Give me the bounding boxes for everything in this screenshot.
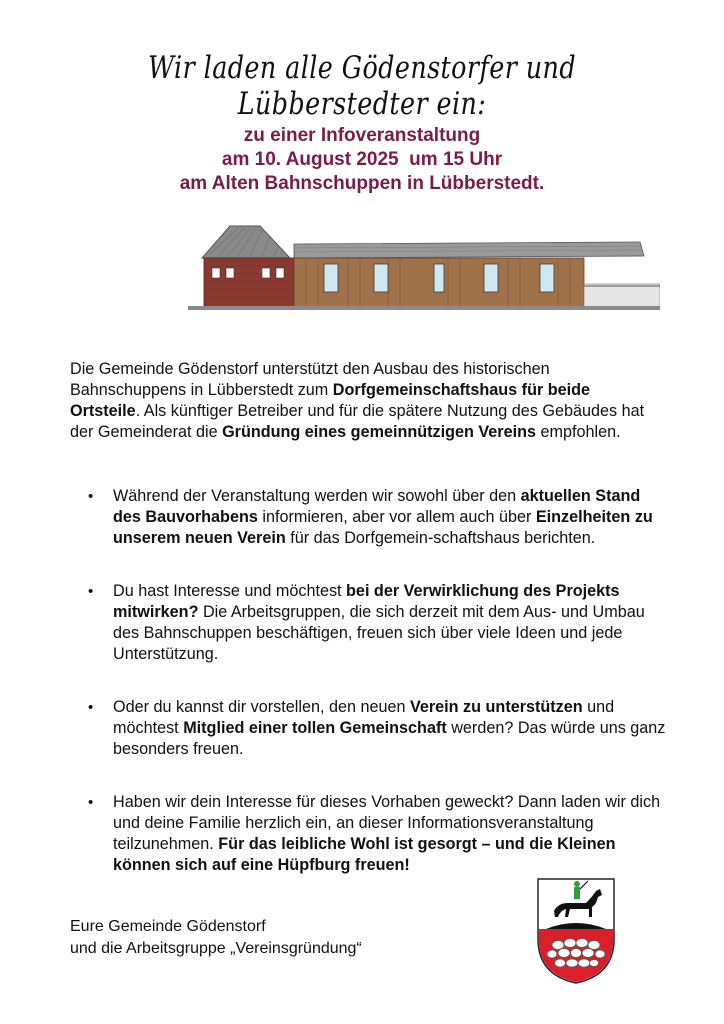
bullet-list	[86, 486, 666, 876]
list-item: • Haben wir dein Interesse für dieses Vorhaben geweckt? Dann laden wir dich und deine Familie herzlich ein, an dieser Informationsveranstaltung teilzunehmen. Für das leibliche Wohl ist gesorgt – und die Kleinen können sich auf eine Hüpfburg freuen!	[86, 792, 666, 876]
list-item: • Du hast Interesse und möchtest bei der Verwirklichung des Projekts mitwirken? Die Arbeitsgruppen, die sich derzeit mit dem Aus- und Umbau des Bahnschuppen beschäftigen, freuen sich über viele Ideen und jede Unterstützung.	[86, 581, 666, 665]
event-date: am 10. August 2025 um 15 Uhr	[221, 149, 503, 170]
event-location: am Alten Bahnschuppen in Lübberstedt.	[179, 173, 545, 194]
signature-line-1: Eure Gemeinde Gödenstorf	[70, 918, 266, 935]
signature-line-2: und die Arbeitsgruppe „Vereinsgründung“	[70, 940, 362, 957]
intro-paragraph: Die Gemeinde Gödenstorf unterstützt den Ausbau des historischen Bahnschuppens in Lübberstedt zum Dorfgemeinschaftshaus für beide Ortsteile. Als künftiger Betreiber und für die spätere Nutzung des Gebäudes hat der Gemeinderat die Gründung eines gemeinnützigen Vereins empfohlen.	[70, 360, 645, 441]
building-illustration	[188, 222, 660, 312]
headline: Wir laden alle Gödenstorfer und Lübberstedter ein:	[147, 50, 577, 122]
list-item: • Während der Veranstaltung werden wir sowohl über den aktuellen Stand des Bauvorhabens informieren, aber vor allem auch über Einzelheiten zu unserem neuen Verein für das Dorfgemein-schaftshaus berichten.	[86, 486, 666, 549]
signature	[70, 916, 362, 960]
event-info	[0, 124, 724, 196]
coat-of-arms-icon	[536, 877, 616, 985]
list-item: • Oder du kannst dir vorstellen, den neuen Verein zu unterstützen und möchtest Mitglied einer tollen Gemeinschaft werden? Das würde uns ganz besonders freuen.	[86, 697, 666, 760]
event-title: zu einer Infoveranstaltung	[243, 125, 481, 146]
